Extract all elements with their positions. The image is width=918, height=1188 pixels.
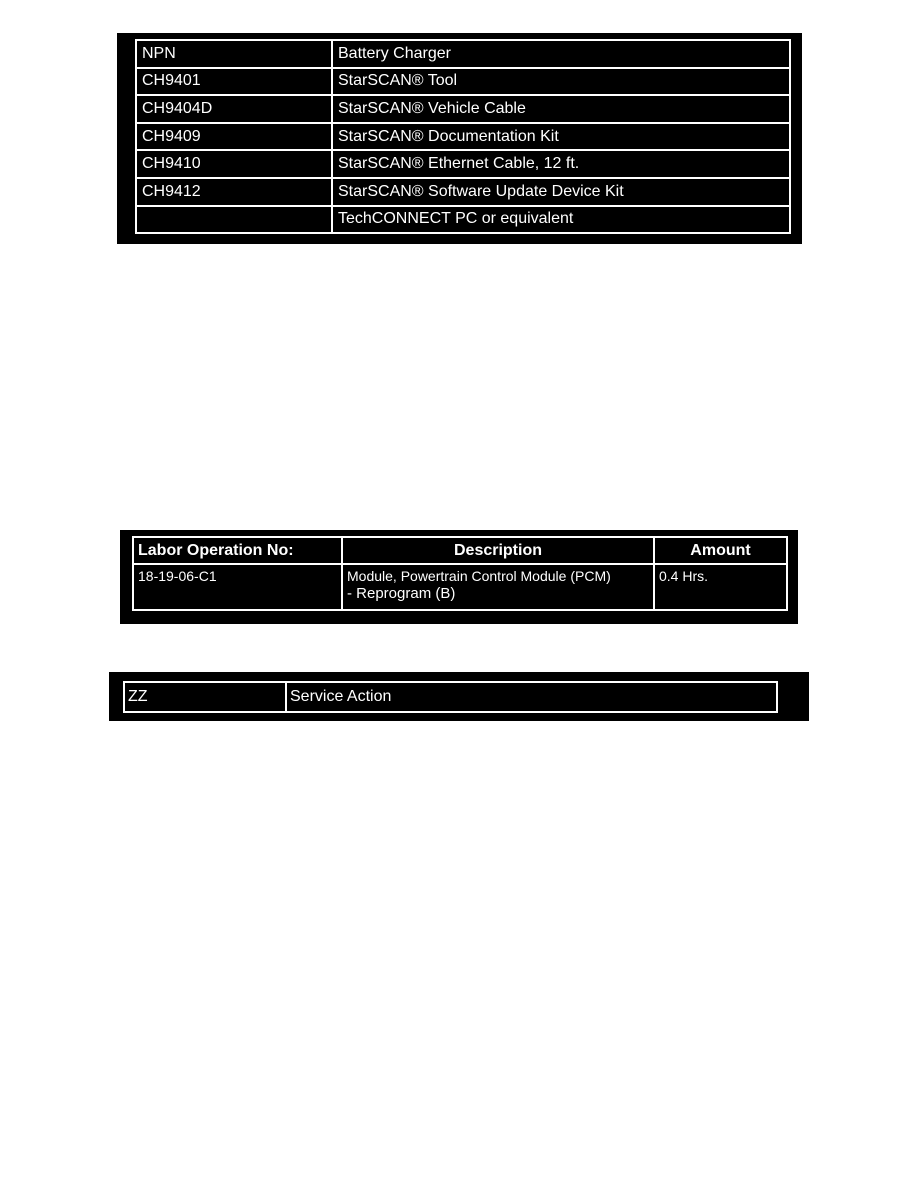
tool-description: StarSCAN® Tool bbox=[332, 68, 790, 96]
column-header-description: Description bbox=[342, 537, 654, 564]
tools-table bbox=[135, 39, 791, 234]
labor-table bbox=[132, 536, 788, 611]
table-row bbox=[136, 40, 790, 68]
labor-table-panel bbox=[120, 530, 798, 624]
table-row bbox=[136, 178, 790, 206]
table-row bbox=[136, 206, 790, 234]
tools-table-panel bbox=[117, 33, 802, 244]
labor-amount: 0.4 Hrs. bbox=[654, 564, 787, 610]
table-row bbox=[124, 682, 777, 712]
tool-description: TechCONNECT PC or equivalent bbox=[332, 206, 790, 234]
table-row bbox=[133, 564, 787, 610]
labor-op-number: 18-19-06-C1 bbox=[133, 564, 342, 610]
labor-description-line1: Module, Powertrain Control Module (PCM) bbox=[347, 568, 611, 584]
tool-description: StarSCAN® Software Update Device Kit bbox=[332, 178, 790, 206]
table-row bbox=[136, 123, 790, 151]
tool-description: StarSCAN® Ethernet Cable, 12 ft. bbox=[332, 150, 790, 178]
tool-number: CH9410 bbox=[136, 150, 332, 178]
failure-code-panel bbox=[109, 672, 809, 721]
table-row bbox=[136, 95, 790, 123]
tool-number: CH9401 bbox=[136, 68, 332, 96]
tool-number bbox=[136, 206, 332, 234]
tool-number: CH9409 bbox=[136, 123, 332, 151]
tool-description: Battery Charger bbox=[332, 40, 790, 68]
labor-description-line2: - Reprogram (B) bbox=[347, 585, 456, 602]
header-row bbox=[133, 537, 787, 564]
labor-description bbox=[342, 564, 654, 610]
failure-description: Service Action bbox=[286, 682, 777, 712]
tool-number: CH9404D bbox=[136, 95, 332, 123]
column-header-labor-op: Labor Operation No: bbox=[133, 537, 342, 564]
column-header-amount: Amount bbox=[654, 537, 787, 564]
failure-code-table bbox=[123, 681, 778, 713]
failure-code: ZZ bbox=[124, 682, 286, 712]
table-row bbox=[136, 150, 790, 178]
table-row bbox=[136, 68, 790, 96]
tool-number: CH9412 bbox=[136, 178, 332, 206]
tool-description: StarSCAN® Vehicle Cable bbox=[332, 95, 790, 123]
tool-number: NPN bbox=[136, 40, 332, 68]
tool-description: StarSCAN® Documentation Kit bbox=[332, 123, 790, 151]
